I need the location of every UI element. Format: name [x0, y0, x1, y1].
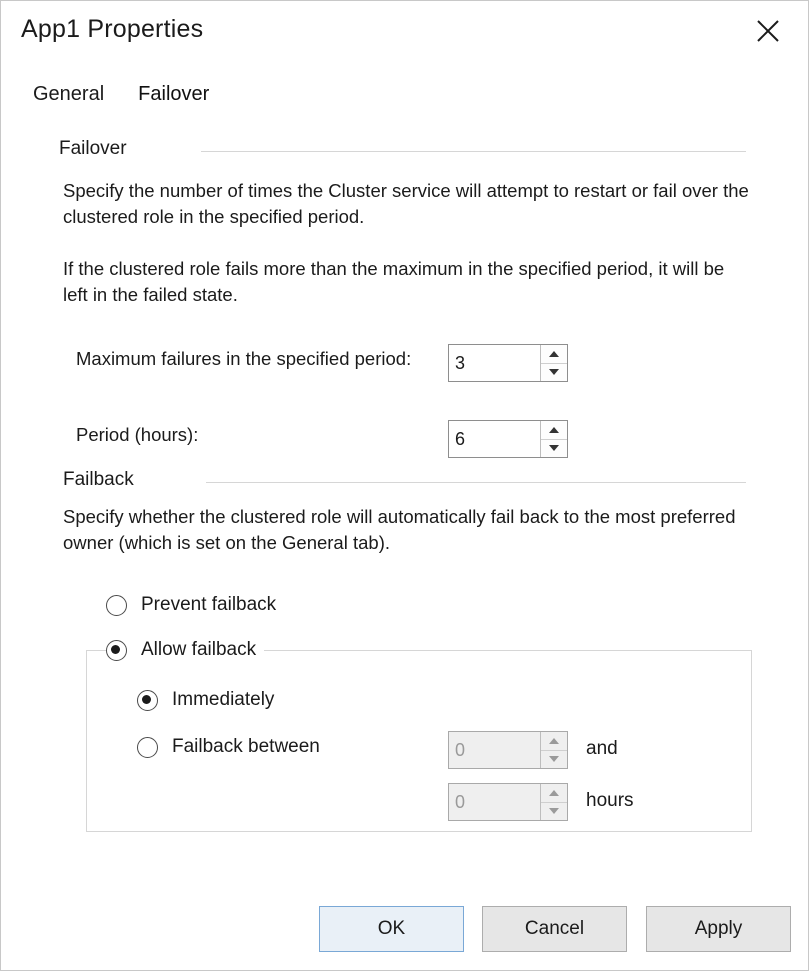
period-input[interactable] — [449, 421, 540, 457]
chevron-down-icon — [549, 808, 559, 814]
failover-section-header: Failover — [59, 138, 127, 159]
radio-allow-failback-indicator[interactable] — [106, 640, 127, 661]
radio-prevent-failback-label: Prevent failback — [141, 594, 277, 615]
radio-immediately-indicator[interactable] — [137, 690, 158, 711]
max-failures-stepper[interactable] — [448, 344, 568, 382]
failback-start-hour-spin-buttons — [540, 732, 567, 768]
failback-section-header: Failback — [63, 469, 134, 490]
failback-start-hour-increment-button[interactable] — [541, 732, 567, 750]
chevron-up-icon — [549, 790, 559, 796]
radio-failback-between-indicator[interactable] — [137, 737, 158, 758]
failover-section-divider — [201, 151, 746, 152]
failback-end-hour-spin-buttons — [540, 784, 567, 820]
max-failures-increment-button[interactable] — [541, 345, 567, 363]
radio-allow-failback-label: Allow failback — [141, 639, 257, 660]
failover-description-1: Specify the number of times the Cluster service will attempt to restart or fail over the clustered role in the specified period. — [63, 180, 749, 227]
failback-section-divider — [206, 482, 746, 483]
and-label: and — [586, 738, 618, 759]
tab-strip — [29, 81, 213, 108]
period-stepper[interactable] — [448, 420, 568, 458]
radio-immediately-label: Immediately — [172, 689, 275, 710]
period-increment-button[interactable] — [541, 421, 567, 439]
close-button[interactable] — [746, 11, 790, 51]
cancel-button[interactable]: Cancel — [482, 906, 627, 952]
max-failures-spin-buttons — [540, 345, 567, 381]
apply-button[interactable]: Apply — [646, 906, 791, 952]
period-spin-buttons — [540, 421, 567, 457]
chevron-down-icon — [549, 756, 559, 762]
radio-allow-failback[interactable] — [106, 639, 264, 661]
radio-prevent-failback-indicator[interactable] — [106, 595, 127, 616]
radio-failback-between-label: Failback between — [172, 736, 320, 757]
radio-immediately[interactable] — [137, 689, 274, 711]
period-label: Period (hours): — [76, 424, 199, 445]
failback-end-hour-input[interactable] — [449, 784, 540, 820]
close-icon — [754, 17, 782, 45]
failover-description-2: If the clustered role fails more than the maximum in the specified period, it will be left in the failed state. — [63, 258, 725, 305]
failback-end-hour-decrement-button[interactable] — [541, 802, 567, 821]
failback-end-hour-stepper[interactable] — [448, 783, 568, 821]
failback-start-hour-stepper[interactable] — [448, 731, 568, 769]
failback-end-hour-increment-button[interactable] — [541, 784, 567, 802]
ok-button[interactable]: OK — [319, 906, 464, 952]
max-failures-decrement-button[interactable] — [541, 363, 567, 382]
title-bar — [1, 1, 808, 65]
failback-description: Specify whether the clustered role will automatically fail back to the most preferred owner (which is set on the General tab). — [63, 506, 736, 553]
chevron-up-icon — [549, 351, 559, 357]
radio-prevent-failback[interactable] — [106, 594, 276, 616]
window-title: App1 Properties — [21, 15, 204, 43]
chevron-down-icon — [549, 445, 559, 451]
radio-failback-between[interactable] — [137, 736, 320, 758]
failback-start-hour-input[interactable] — [449, 732, 540, 768]
hours-label: hours — [586, 790, 634, 811]
chevron-down-icon — [549, 369, 559, 375]
chevron-up-icon — [549, 738, 559, 744]
chevron-up-icon — [549, 427, 559, 433]
max-failures-input[interactable] — [449, 345, 540, 381]
failback-start-hour-decrement-button[interactable] — [541, 750, 567, 769]
max-failures-label: Maximum failures in the specified period: — [76, 348, 412, 369]
tab-failover[interactable]: Failover — [138, 83, 210, 105]
tab-general[interactable]: General — [33, 83, 105, 105]
period-decrement-button[interactable] — [541, 439, 567, 458]
